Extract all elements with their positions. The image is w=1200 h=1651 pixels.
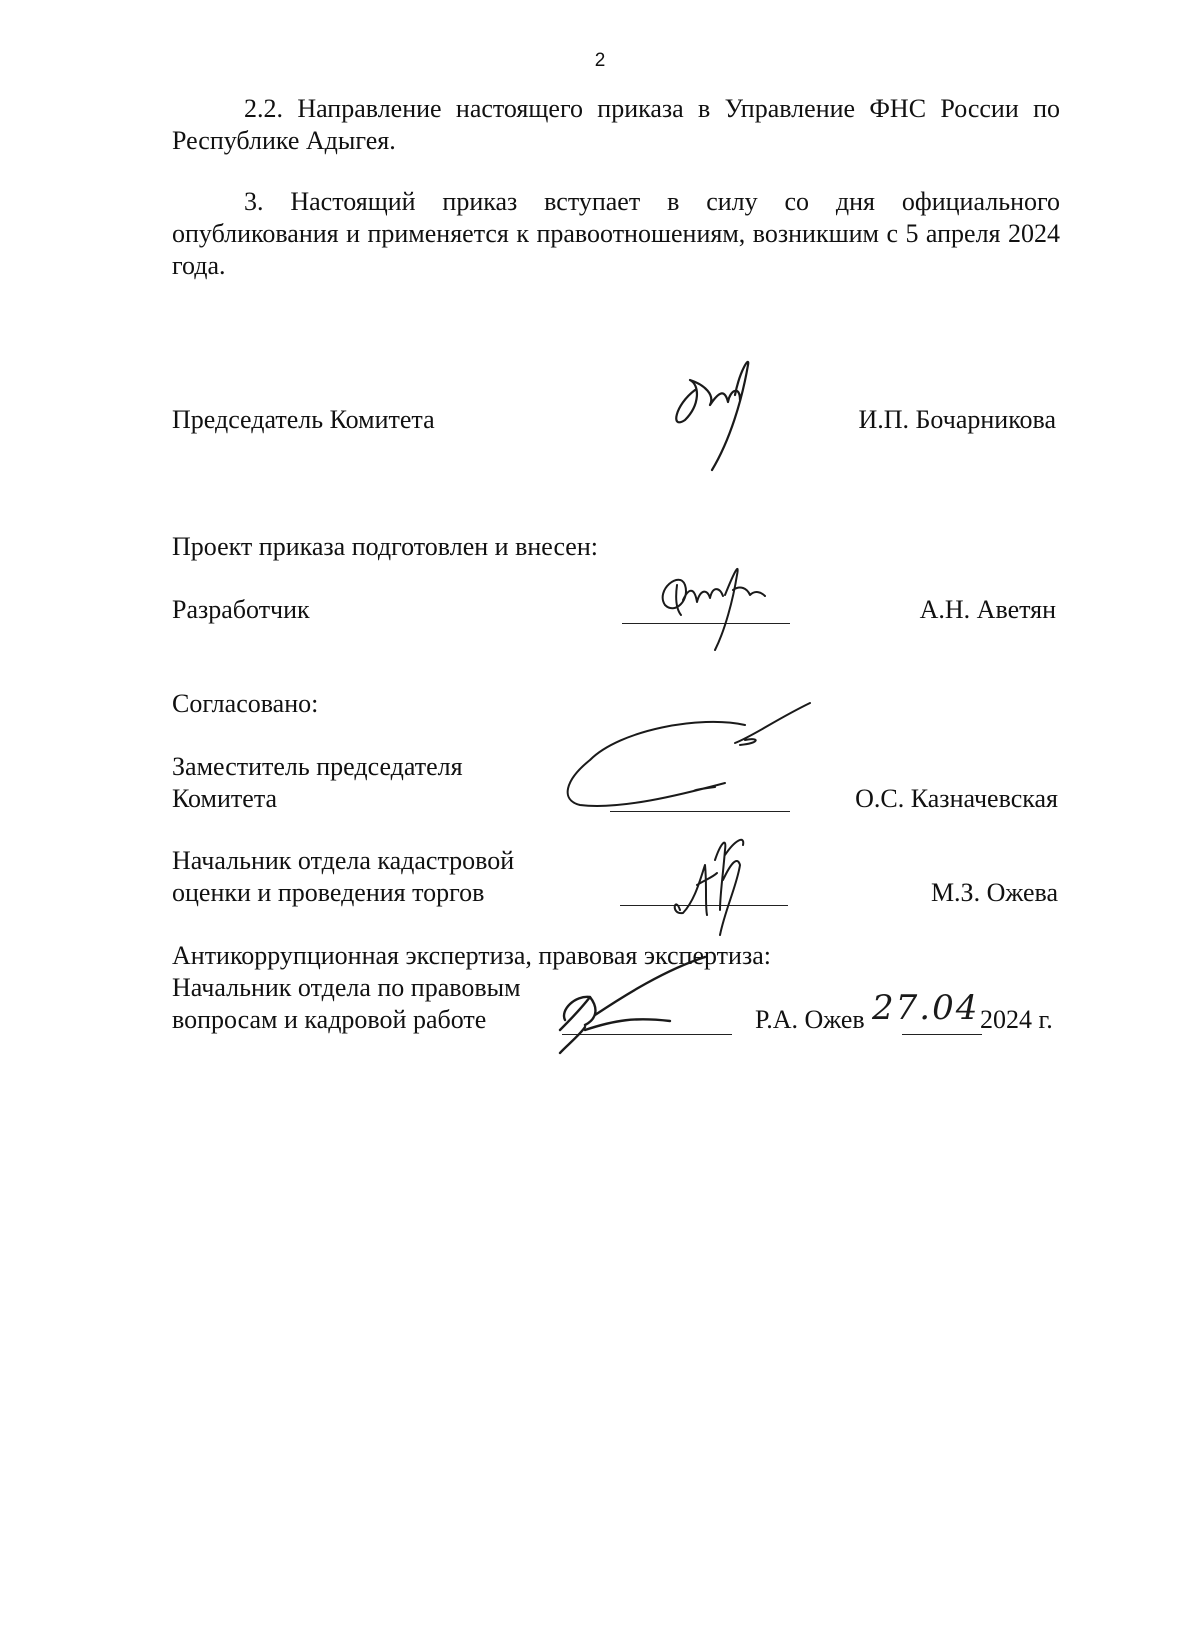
- chairman-name: И.П. Бочарникова: [858, 405, 1056, 434]
- developer-title: Разработчик: [172, 595, 310, 624]
- cadastral-title-line2: оценки и проведения торгов: [172, 878, 485, 907]
- chairman-signature: [670, 360, 770, 480]
- chairman-title: Председатель Комитета: [172, 405, 435, 434]
- legal-handwritten-date: 27.04: [872, 988, 980, 1028]
- legal-name: Р.А. Ожев: [755, 1005, 865, 1034]
- deputy-name: О.С. Казначевская: [855, 784, 1058, 813]
- legal-signature: [555, 955, 725, 1055]
- deputy-title-line1: Заместитель председателя: [172, 752, 463, 781]
- paragraph-2-2: 2.2. Направление настоящего приказа в Управление ФНС России по Республике Адыгея.: [172, 94, 1060, 155]
- cadastral-signature: [665, 825, 775, 940]
- cadastral-title-line1: Начальник отдела кадастровой: [172, 846, 515, 875]
- cadastral-name: М.З. Ожева: [930, 878, 1058, 907]
- deputy-title-line2: Комитета: [172, 784, 278, 813]
- agreed-heading: Согласовано:: [172, 689, 319, 718]
- developer-name: А.Н. Аветян: [919, 595, 1056, 624]
- expertise-heading: Антикоррупционная экспертиза, правовая экспертиза:: [172, 941, 771, 970]
- paragraph-3: 3. Настоящий приказ вступает в силу со дня официального опубликования и применяется к правоотношениям, возникшим с 5 апреля 2024 года.: [172, 187, 1060, 280]
- prepared-heading: Проект приказа подготовлен и внесен:: [172, 532, 598, 561]
- legal-date-year: 2024 г.: [980, 1005, 1053, 1034]
- legal-date-line: [902, 1034, 982, 1035]
- legal-title-line1: Начальник отдела по правовым: [172, 973, 521, 1002]
- legal-title-line2: вопросам и кадровой работе: [172, 1005, 487, 1034]
- page-number: 2: [594, 50, 606, 71]
